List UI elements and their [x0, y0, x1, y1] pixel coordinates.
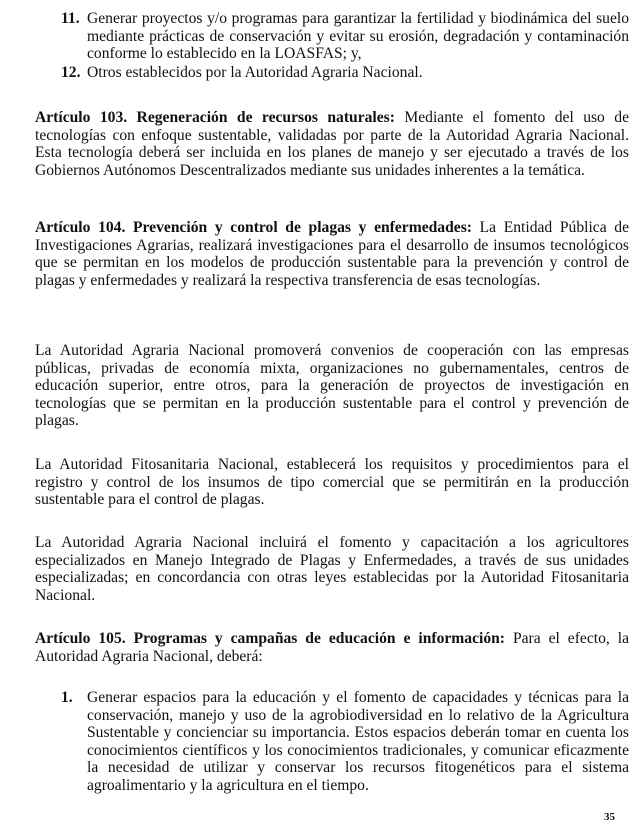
list-item-number: 1. [61, 689, 73, 706]
article-105 [35, 630, 629, 665]
article-103 [35, 109, 629, 179]
article-heading: Artículo 105. Programas y campañas de educación e información: [35, 630, 505, 647]
paragraph: La Autoridad Agraria Nacional incluirá el fomento y capacitación a los agricultores especializados en Manejo Integrado de Plagas y Enfermedades, a través de sus unidades especializadas; en concordancia con otras leyes establecidas por la Autoridad Fitosanitaria Nacional. [35, 534, 629, 604]
article-body: Mediante el fomento del uso de tecnologías con enfoque sustentable, validadas por parte de la Autoridad Agraria Nacional. Esta tecnología deberá ser incluida en los planes de manejo y ser ejecutado a través de los Gobiernos Autónomos Descentralizados mediante sus unidades inherentes a la temática. [35, 109, 629, 179]
article-body: La Entidad Pública de Investigaciones Agrarias, realizará investigaciones para el desarrollo de insumos tecnológicos que se permitan en los modelos de producción sustentable para la prevención y control de plagas y enfermedades y realizará la respectiva transferencia de esas tecnologías. [35, 219, 630, 289]
paragraph: La Autoridad Fitosanitaria Nacional, establecerá los requisitos y procedimientos para el registro y control de los insumos de tipo comercial que se permitirán en la producción sustentable para el control de plagas. [35, 456, 629, 509]
list-item-text: Generar proyectos y/o programas para garantizar la fertilidad y biodinámica del suelo mediante prácticas de conservación y evitar su erosión, degradación y contaminación conforme lo establecido en la LOASFAS; y, [87, 10, 629, 63]
article-104 [35, 219, 629, 289]
article-body: Para el efecto, la Autoridad Agraria Nacional, deberá: [35, 630, 629, 665]
page-number: 35 [604, 811, 615, 823]
list-item-number: 11. [61, 10, 80, 27]
paragraph: La Autoridad Agraria Nacional promoverá convenios de cooperación con las empresas públicas, privadas de economía mixta, organizaciones no gubernamentales, centros de educación superior, entre otros, para la generación de proyectos de investigación en tecnologías que se permitan en la producción sustentable para el control y prevención de plagas. [35, 342, 629, 430]
list-item-text: Otros establecidos por la Autoridad Agraria Nacional. [87, 64, 423, 81]
article-heading: Artículo 104. Prevención y control de plagas y enfermedades: [35, 219, 472, 236]
list-item-text: Generar espacios para la educación y el fomento de capacidades y técnicas para la conservación, manejo y uso de la agrobiodiversidad en lo relativo de la Agricultura Sustentable y concienciar su importancia. Estos espacios deberán tomar en cuenta los conocimientos científicos y los conocimientos tradicionales, y comunicar eficazmente la necesidad de utilizar y conservar los recursos fitogenéticos para el sistema agroalimentario y la agricultura en el tiempo. [87, 689, 629, 794]
article-heading: Artículo 103. Regeneración de recursos naturales: [35, 109, 395, 126]
list-item-number: 12. [61, 64, 81, 81]
